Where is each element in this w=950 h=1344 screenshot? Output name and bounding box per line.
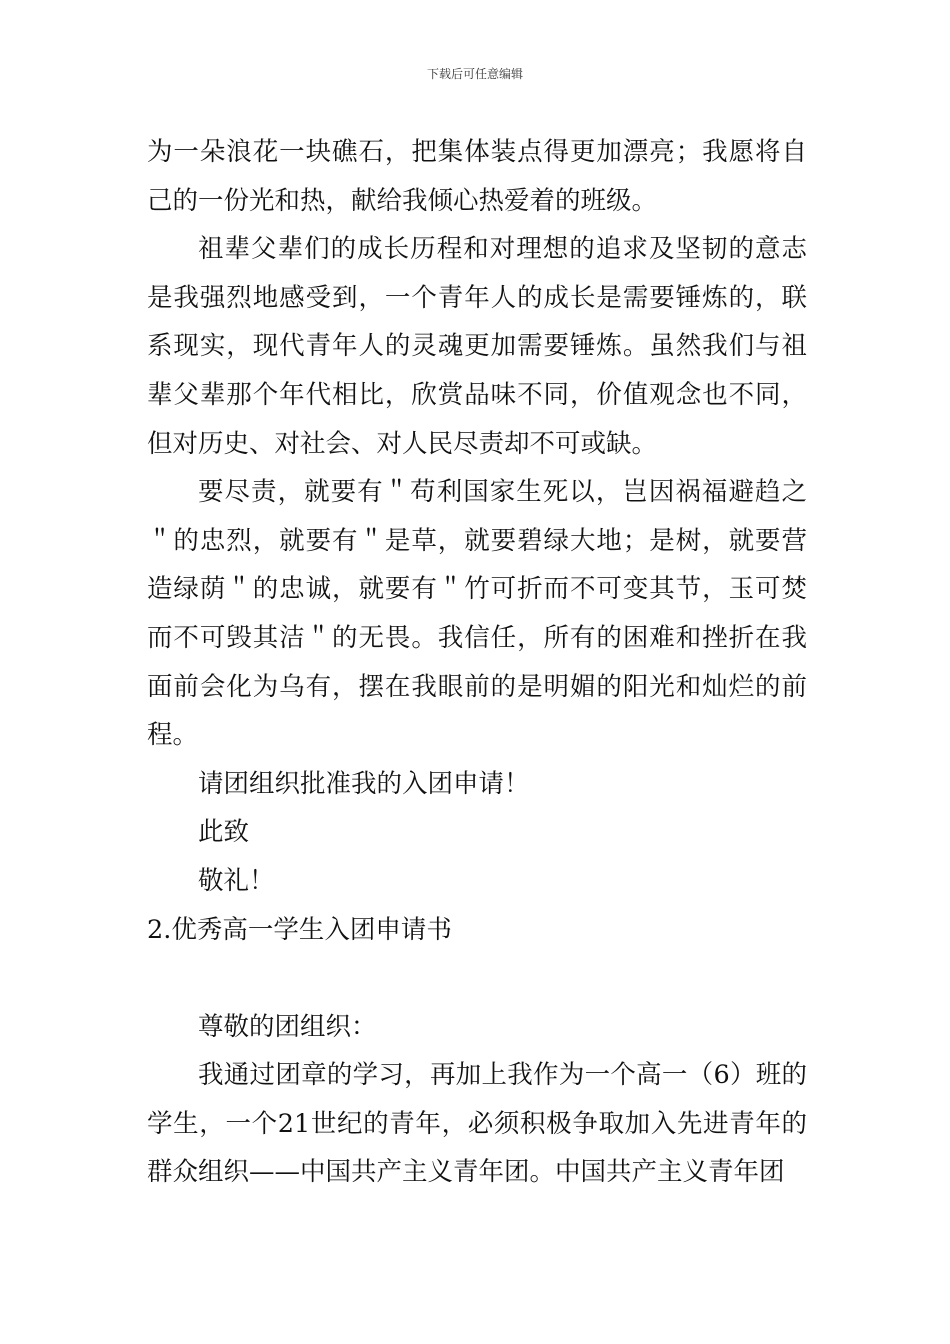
blank-line — [147, 954, 807, 1003]
paragraph-continuation: 为一朵浪花一块礁石，把集体装点得更加漂亮；我愿将自己的一份光和热，献给我倾心热爱着的班级。 — [147, 137, 807, 216]
paragraph-responsibility: 要尽责，就要有＂苟利国家生死以，岂因祸福避趋之＂的忠烈，就要有＂是草，就要碧绿大地；是树，就要营造绿荫＂的忠诚，就要有＂竹可折而不可变其节，玉可焚而不可毁其洁＂的无畏。我信任，所有的困难和挫折在我面前会化为乌有，摆在我眼前的是明媚的阳光和灿烂的前程。 — [147, 477, 807, 751]
paragraph-application: 我通过团章的学习，再加上我作为一个高一（6）班的学生，一个21世纪的青年，必须积极争取加入先进青年的群众组织——中国共产主义青年团。中国共产主义青年团 — [147, 1060, 807, 1188]
page-header-note: 下载后可任意编辑 — [426, 67, 523, 81]
closing-line-2: 敬礼！ — [198, 865, 275, 896]
paragraph-ancestors: 祖辈父辈们的成长历程和对理想的追求及坚韧的意志是我强烈地感受到，一个青年人的成长是需要锤炼的，联系现实，现代青年人的灵魂更加需要锤炼。虽然我们与祖辈父辈那个年代相比，欣赏品味不同，价值观念也不同，但对历史、对社会、对人民尽责却不可或缺。 — [147, 234, 807, 459]
salutation: 尊敬的团组织： — [198, 1011, 377, 1042]
closing-line-1: 此致 — [198, 817, 250, 848]
request-line: 请团组织批准我的入团申请！ — [198, 768, 530, 799]
document-body — [147, 128, 807, 1197]
section-title: 2.优秀高一学生入团申请书 — [147, 914, 452, 945]
